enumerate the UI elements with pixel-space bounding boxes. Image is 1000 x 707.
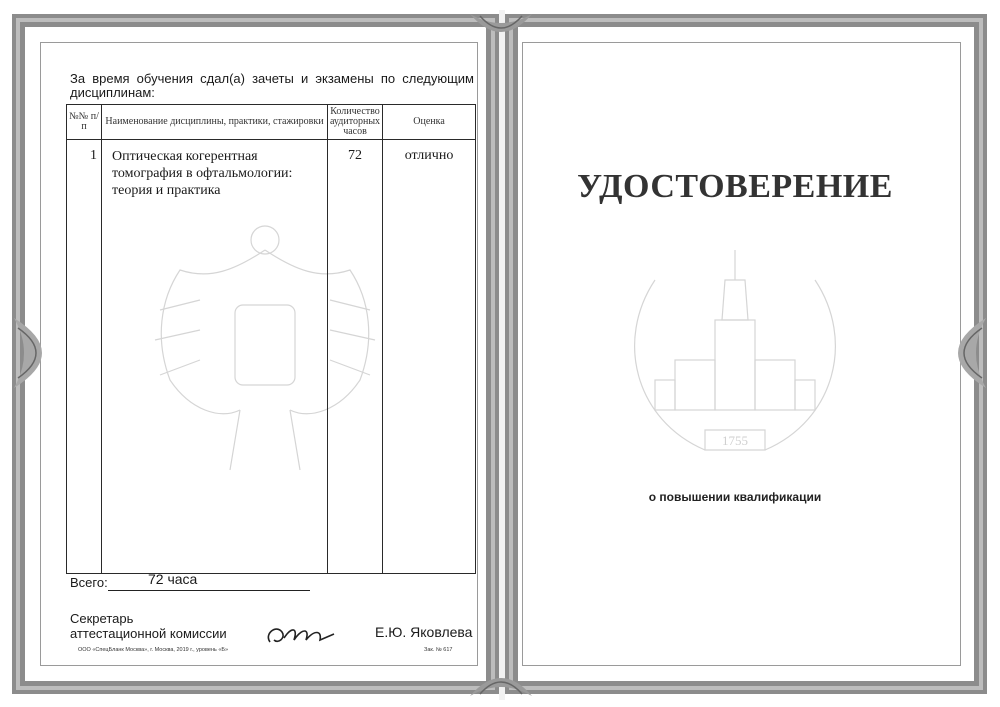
- header-grade: Оценка: [383, 105, 476, 140]
- document-subtitle: о повышении квалификации: [648, 490, 822, 504]
- row-grade: отлично: [383, 140, 476, 574]
- emblem-year: 1755: [722, 433, 748, 448]
- secretary-line-2: аттестационной комиссии: [70, 626, 227, 641]
- row-number: 1: [67, 140, 102, 574]
- printer-info: ООО «СпецБланк Москва», г. Москва, 2019 г., уровень «Б»: [78, 647, 229, 653]
- intro-text: За время обучения сдал(а) зачеты и экзамены по следующим дисциплинам:: [70, 71, 474, 100]
- handwritten-signature-icon: [262, 614, 342, 654]
- header-hours: Количество аудиторных часов: [328, 105, 383, 140]
- secretary-label: [70, 611, 227, 641]
- document-title: УДОСТОВЕРЕНИЕ: [577, 168, 893, 205]
- left-side-ornament-icon: [10, 318, 66, 388]
- signer-name: Е.Ю. Яковлева: [375, 624, 473, 640]
- right-side-ornament-icon: [934, 318, 990, 388]
- secretary-line-1: Секретарь: [70, 611, 134, 626]
- grades-table: [66, 104, 476, 574]
- top-center-ornament-icon: [470, 10, 532, 48]
- bottom-center-ornament-icon: [470, 662, 532, 700]
- header-discipline: Наименование дисциплины, практики, стажировки: [102, 105, 328, 140]
- row-discipline: Оптическая когерентная томография в офтальмологии: теория и практика: [102, 140, 328, 574]
- total-label: Всего:: [70, 575, 108, 590]
- total-value: 72 часа: [148, 571, 198, 587]
- table-row: [67, 140, 476, 574]
- header-number: №№ п/п: [67, 105, 102, 140]
- page-fold: [499, 10, 505, 700]
- university-emblem-watermark-icon: [615, 240, 855, 470]
- order-number: Зак. № 617: [424, 647, 453, 653]
- row-hours: 72: [328, 140, 383, 574]
- total-underline: [108, 590, 310, 591]
